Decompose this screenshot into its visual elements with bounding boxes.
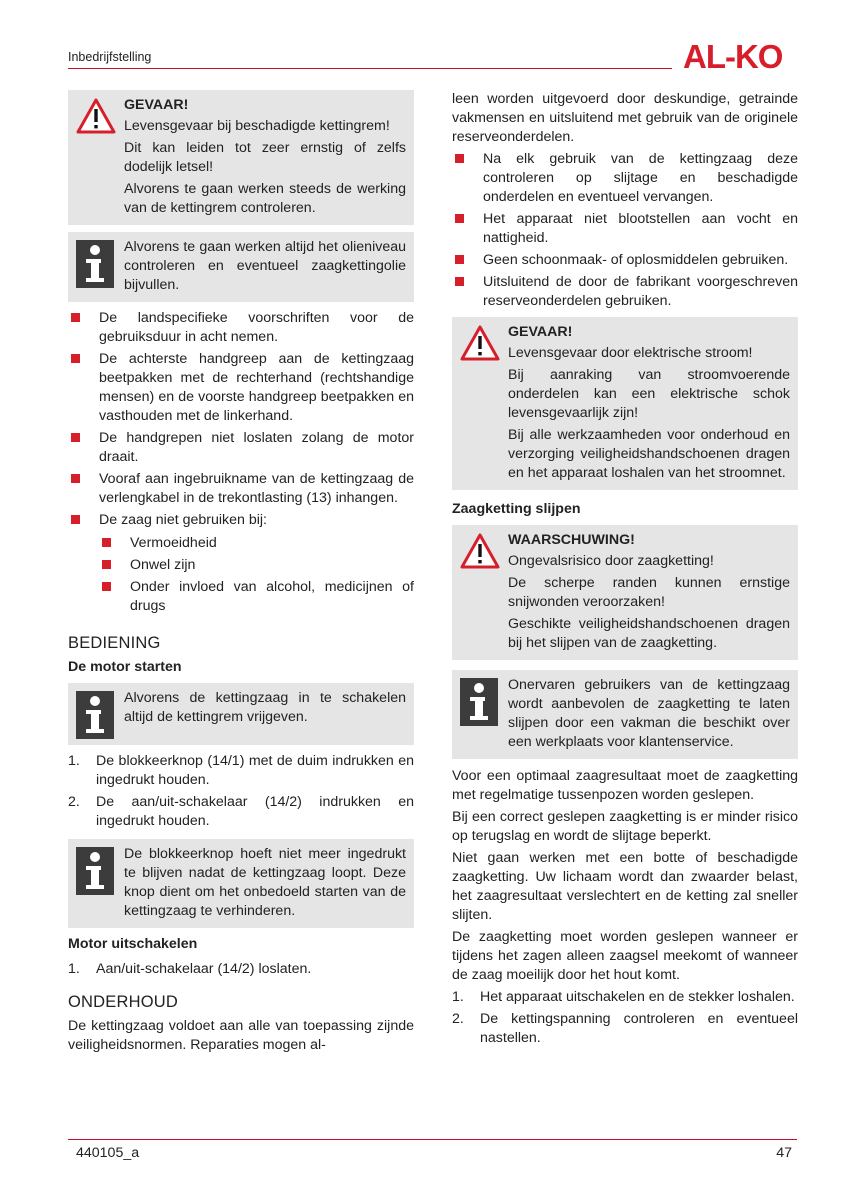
list-item: Na elk gebruik van de kettingzaag deze controleren op slijtage en beschadigde onderdelen en eventueel vervangen. (452, 150, 798, 207)
step-item (452, 1010, 798, 1048)
warning-line: Geschikte veiligheidshandschoenen dragen bij het slijpen van de zaagketting. (508, 616, 790, 651)
alko-logo (683, 40, 799, 72)
info-text: Alvorens te gaan werken altijd het olieniveau controleren en eventueel zaagkettingolie bijvullen. (124, 239, 406, 293)
danger-box-kettingrem (68, 90, 414, 225)
list-item: De landspecifieke voorschriften voor de gebruiksduur in acht nemen. (68, 309, 414, 347)
danger-box-stroom (452, 317, 798, 490)
paragraph: De zaagketting moet worden geslepen wanneer er tijdens het zagen alleen zaagsel meekomt of wanneer de zaag moeilijk door het hout komt. (452, 929, 798, 983)
left-column (68, 90, 414, 1058)
danger-line: Levensgevaar bij beschadigde kettingrem! (124, 118, 390, 134)
safety-bullet-list (68, 309, 414, 616)
paragraph: Voor een optimaal zaagresultaat moet de zaagketting met regelmatige tussenpozen worden geslepen. (452, 768, 798, 803)
footer-rule (68, 1139, 797, 1140)
danger-line: Bij aanraking van stroomvoerende onderdelen kan een elektrische schok levensgevaarlijk zijn! (508, 367, 790, 421)
warning-triangle-icon (460, 325, 500, 361)
info-box-olieniveau (68, 232, 414, 302)
step-text: De blokkeerknop (14/1) met de duim indrukken en ingedrukt houden. (96, 753, 414, 788)
step-item (68, 793, 414, 831)
sub-bullet-list (99, 534, 414, 616)
running-header: Inbedrijfstelling (68, 50, 152, 64)
info-icon (76, 240, 114, 288)
maintenance-bullet-list (452, 150, 798, 311)
info-icon (76, 847, 114, 895)
step-item (68, 960, 414, 979)
danger-title: GEVAAR! (508, 324, 573, 340)
slijpen-steps (452, 988, 798, 1048)
page-number: 47 (776, 1145, 792, 1161)
paragraph: Bij een correct geslepen zaagketting is er minder risico op terugslag en wordt de slijtage beperkt. (452, 809, 798, 844)
danger-line: Levensgevaar door elektrische stroom! (508, 345, 753, 361)
onderhoud-text: De kettingzaag voldoet aan alle van toepassing zijnde veiligheidsnormen. Reparaties mogen al- (68, 1018, 414, 1053)
danger-line: Alvorens te gaan werken steeds de werking van de kettingrem controleren. (124, 181, 406, 216)
info-text: De blokkeerknop hoeft niet meer ingedrukt te blijven nadat de kettingzaag loopt. Deze knop dient om het onbedoeld starten van de kettingzaag te verhinderen. (124, 846, 406, 919)
right-column (452, 90, 798, 1051)
warning-box-zaagketting (452, 525, 798, 660)
step-item (68, 752, 414, 790)
info-text: Alvorens de kettingzaag in te schakelen altijd de kettingrem vrijgeven. (124, 690, 406, 725)
list-item: Uitsluitend de door de fabrikant voorgeschreven reserveonderdelen gebruiken. (452, 273, 798, 311)
step-text: De aan/uit-schakelaar (14/2) indrukken en ingedrukt houden. (96, 794, 414, 829)
list-item: Geen schoonmaak- of oplosmiddelen gebruiken. (452, 251, 798, 270)
info-box-kettingrem (68, 683, 414, 745)
warning-line: De scherpe randen kunnen ernstige snijwonden veroorzaken! (508, 575, 790, 610)
list-item: Het apparaat niet blootstellen aan vocht en nattigheid. (452, 210, 798, 248)
paragraph: Niet gaan werken met een botte of beschadigde zaagketting. Uw lichaam wordt dan zwaarder belast, het zaagresultaat verslechtert en de ketting zal sneller slijten. (452, 850, 798, 923)
step-text: Het apparaat uitschakelen en de stekker loshalen. (480, 989, 795, 1005)
subsection-title-zaagketting-slijpen: Zaagketting slijpen (452, 501, 581, 517)
warning-title: WAARSCHUWING! (508, 532, 635, 548)
step-number: 1. (452, 989, 464, 1005)
sub-list-item: Onder invloed van alcohol, medicijnen of drugs (99, 578, 414, 616)
step-number: 1. (68, 753, 80, 769)
step-number: 2. (452, 1011, 464, 1027)
subsection-title-motor-starten: De motor starten (68, 659, 182, 675)
start-steps (68, 752, 414, 831)
brand-wordmark: AL-KO (683, 40, 783, 72)
stop-steps (68, 960, 414, 979)
danger-title: GEVAAR! (124, 97, 189, 113)
danger-line: Dit kan leiden tot zeer ernstig of zelfs dodelijk letsel! (124, 140, 406, 175)
subsection-title-motor-uitschakelen: Motor uitschakelen (68, 936, 198, 952)
list-item-text: De zaag niet gebruiken bij: (99, 512, 267, 528)
warning-triangle-icon (460, 533, 500, 569)
list-item: De handgrepen niet loslaten zolang de motor draait. (68, 429, 414, 467)
continued-text: leen worden uitgevoerd door deskundige, getrainde vakmensen en uitsluitend met gebruik van de originele reserveonderdelen. (452, 91, 798, 145)
info-text: Onervaren gebruikers van de kettingzaag wordt aanbevolen de zaagketting te laten slijpen door een vakman die beschikt over een werkplaats voor klantenservice. (508, 677, 790, 750)
info-box-slijpen (452, 670, 798, 759)
info-icon (460, 678, 498, 726)
warning-line: Ongevalsrisico door zaagketting! (508, 553, 714, 569)
sub-list-item: Vermoeidheid (99, 534, 414, 553)
list-item: De achterste handgreep aan de kettingzaag beetpakken met de rechterhand (rechtshandige mensen) en de voorste handgreep beetpakken en vasthouden met de linkerhand. (68, 350, 414, 426)
sub-list-item: Onwel zijn (99, 556, 414, 575)
list-item (68, 511, 414, 616)
document-id: 440105_a (76, 1145, 140, 1161)
danger-line: Bij alle werkzaamheden voor onderhoud en verzorging veiligheidshandschoenen dragen en het apparaat loshalen van het stroomnet. (508, 427, 790, 481)
step-number: 1. (68, 961, 80, 977)
section-title-onderhoud: ONDERHOUD (68, 993, 178, 1011)
step-item (452, 988, 798, 1007)
info-box-blokkeerknop (68, 839, 414, 928)
step-number: 2. (68, 794, 80, 810)
list-item: Vooraf aan ingebruikname van de kettingzaag de verlengkabel in de trekontlasting (13) inhangen. (68, 470, 414, 508)
header-rule (68, 68, 672, 69)
step-text: De kettingspanning controleren en eventueel nastellen. (480, 1011, 798, 1046)
step-text: Aan/uit-schakelaar (14/2) loslaten. (96, 961, 312, 977)
warning-triangle-icon (76, 98, 116, 134)
info-icon (76, 691, 114, 739)
section-title-bediening: BEDIENING (68, 634, 161, 652)
